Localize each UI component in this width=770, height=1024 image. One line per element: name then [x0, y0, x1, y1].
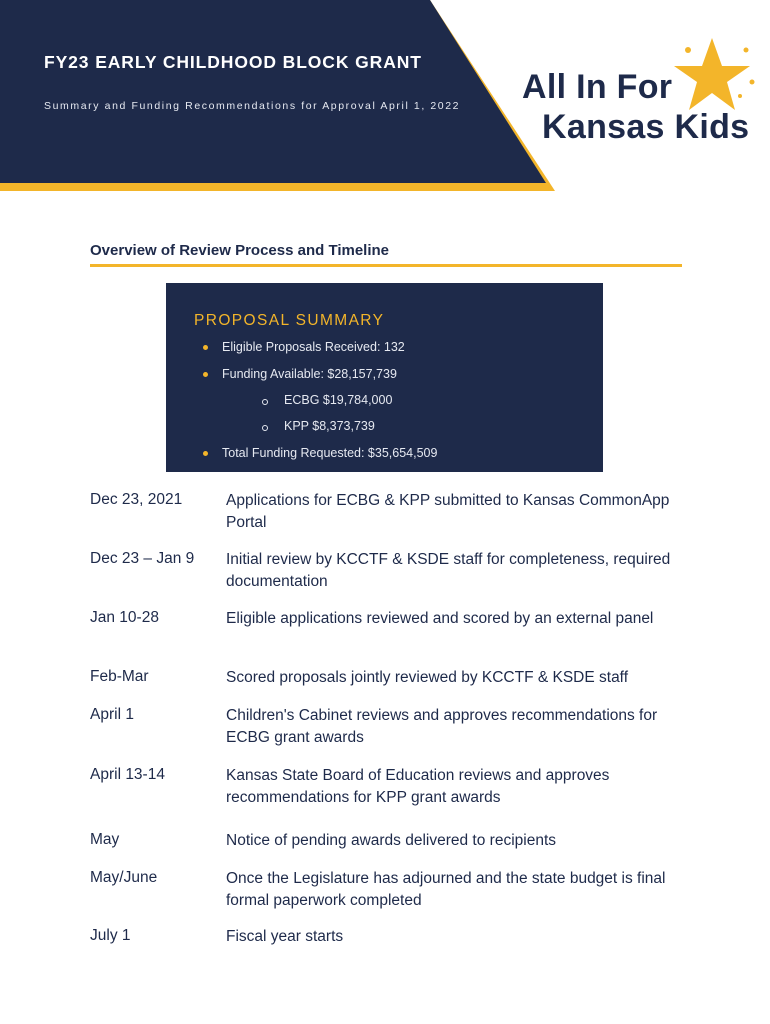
timeline-date: April 13-14 — [90, 766, 165, 783]
section-heading: Overview of Review Process and Timeline — [90, 242, 390, 259]
timeline-description: Initial review by KCCTF & KSDE staff for completeness, required documentation — [226, 551, 671, 590]
timeline-description: Kansas State Board of Education reviews and approves recommendations for KPP grant awards — [226, 767, 610, 806]
summary-item-eligible-proposals: Eligible Proposals Received: 132 — [222, 340, 405, 354]
sub-bullet-icon — [262, 399, 268, 405]
timeline-description: Scored proposals jointly reviewed by KCCTF & KSDE staff — [226, 669, 629, 686]
timeline-description: Eligible applications reviewed and scored by an external panel — [226, 610, 654, 627]
all-in-for-kansas-kids-logo — [518, 36, 758, 148]
timeline-description: Once the Legislature has adjourned and the state budget is final formal paperwork completed — [226, 870, 666, 909]
document-title: FY23 EARLY CHILDHOOD BLOCK GRANT — [44, 52, 422, 72]
timeline-date: Dec 23, 2021 — [90, 491, 183, 508]
logo-text-line1: All In For — [522, 68, 673, 106]
timeline-description: Notice of pending awards delivered to recipients — [226, 832, 556, 849]
timeline-description: Fiscal year starts — [226, 928, 344, 945]
summary-item-funding-available: Funding Available: $28,157,739 — [222, 367, 397, 381]
timeline-date: Feb-Mar — [90, 668, 149, 685]
bullet-icon — [203, 451, 208, 456]
summary-item-total-requested: Total Funding Requested: $35,654,509 — [222, 446, 438, 460]
timeline-date: May/June — [90, 869, 158, 886]
proposal-summary-box — [166, 283, 603, 472]
timeline-description: Children's Cabinet reviews and approves recommendations for ECBG grant awards — [226, 707, 658, 746]
bullet-icon — [203, 345, 208, 350]
summary-subitem-ecbg: ECBG $19,784,000 — [284, 393, 393, 407]
timeline-description: Applications for ECBG & KPP submitted to Kansas CommonApp Portal — [226, 492, 670, 531]
logo-text-line2: Kansas Kids — [542, 108, 750, 146]
timeline-date: July 1 — [90, 927, 131, 944]
bullet-icon — [203, 372, 208, 377]
document-subtitle: Summary and Funding Recommendations for Approval April 1, 2022 — [44, 100, 461, 112]
star-icon — [666, 36, 758, 116]
timeline-date: May — [90, 831, 120, 848]
timeline-date: April 1 — [90, 706, 134, 723]
summary-subitem-kpp: KPP $8,373,739 — [284, 419, 375, 433]
sub-bullet-icon — [262, 425, 268, 431]
timeline-date: Jan 10-28 — [90, 609, 159, 626]
section-divider — [90, 264, 682, 267]
proposal-summary-title: PROPOSAL SUMMARY — [194, 312, 385, 329]
timeline-date: Dec 23 – Jan 9 — [90, 550, 195, 567]
